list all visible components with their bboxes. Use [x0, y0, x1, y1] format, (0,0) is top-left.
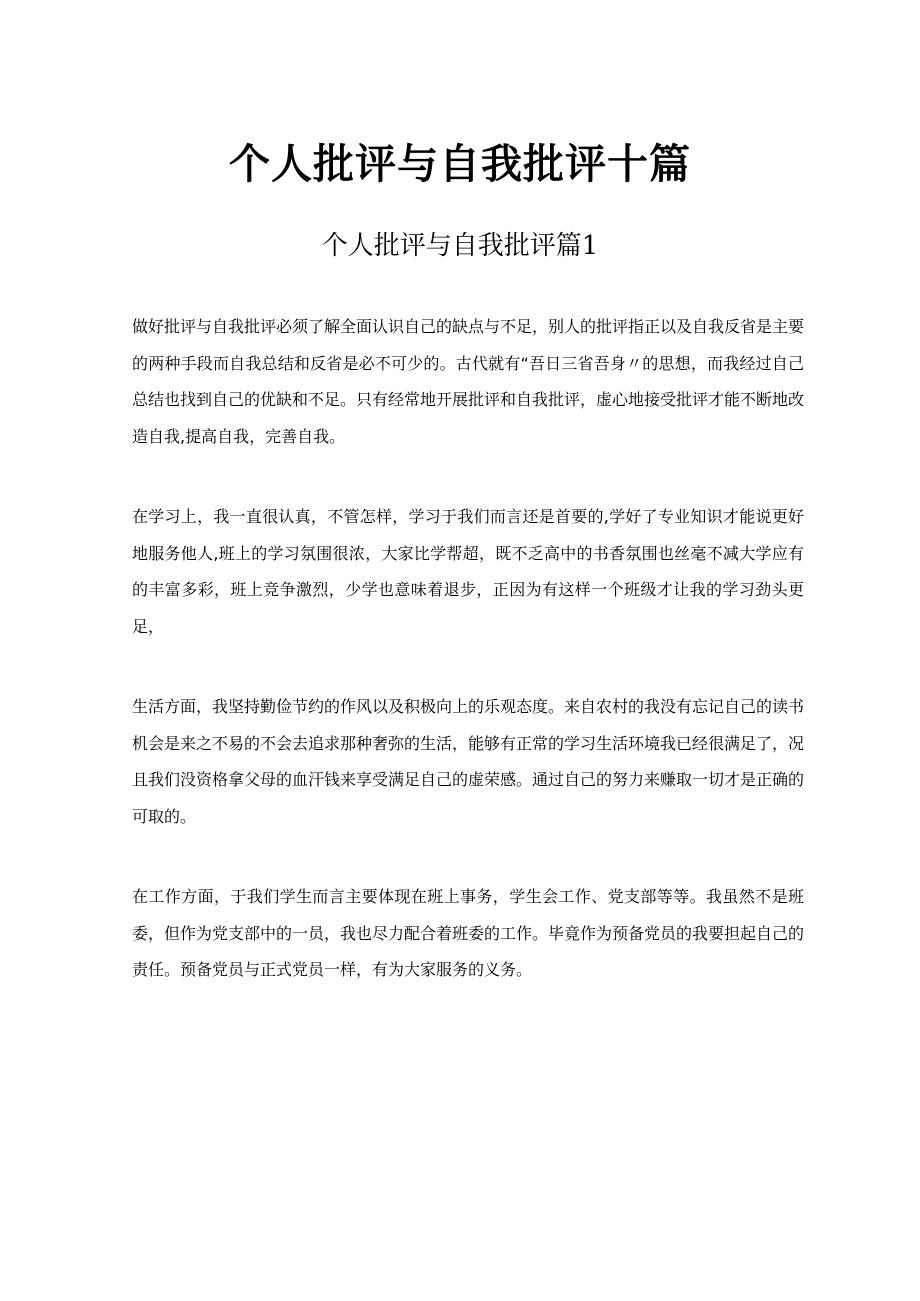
paragraph-1: 做好批评与自我批评必须了解全面认识自己的缺点与不足，别人的批评指正以及自我反省是主要的两种手段而自我总结和反省是必不可少的。古代就有“吾日三省吾身〃的思想，而我经过自己总结也找到自己的优缺和不足。只有经常地开展批评和自我批评，虚心地接受批评才能不断地改造自我,提高自我，完善自我。	[132, 317, 805, 446]
paragraph-3: 生活方面，我坚持勤俭节约的作风以及积极向上的乐观态度。来自农村的我没有忘记自己的读书机会是来之不易的不会去追求那种奢弥的生活，能够有正常的学习生活环境我已经很满足了，况且我们没资格拿父母的血汗钱来享受满足自己的虚荣感。通过自己的努力来赚取一切才是正确的可取的。	[132, 697, 805, 826]
paragraph-4: 在工作方面，于我们学生而言主要体现在班上事务，学生会工作、党支部等等。我虽然不是班委，但作为党支部中的一员，我也尽力配合着班委的工作。毕竟作为预备党员的我要担起自己的责任。预备党员与正式党员一样，有为大家服务的义务。	[132, 887, 805, 979]
document-body	[132, 309, 804, 989]
paragraph-2: 在学习上，我一直很认真，不管怎样，学习于我们而言还是首要的,学好了专业知识才能说更好地服务他人,班上的学习氛围很浓，大家比学帮超，既不乏高中的书香氛围也丝毫不减大学应有的丰富多彩，班上竞争激烈，少学也意味着退步，正因为有这样一个班级才让我的学习劲头更足，	[132, 507, 804, 636]
section-title: 个人批评与自我批评篇1	[321, 231, 599, 261]
document-title: 个人批评与自我批评十篇	[229, 140, 691, 188]
